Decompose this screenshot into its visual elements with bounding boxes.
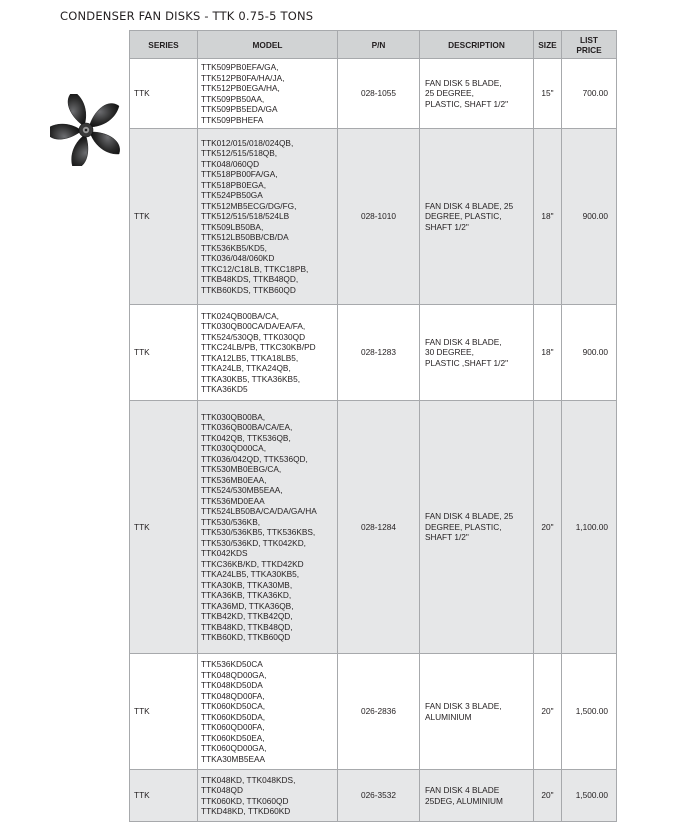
list-price-cell: 700.00	[562, 59, 617, 129]
part-number-cell: 028-1055	[338, 59, 420, 129]
model-line: TTK036/048/060KD	[201, 253, 275, 264]
description-cell	[420, 770, 534, 822]
description-line: 25 DEGREE,	[425, 88, 474, 99]
description-line: FAN DISK 4 BLADE, 25	[425, 200, 514, 211]
model-line: TTK509PBHEFA	[201, 114, 264, 125]
header-list-price-line1: LIST	[580, 34, 598, 45]
model-cell	[198, 59, 338, 129]
model-cell	[198, 129, 338, 305]
header-list-price	[562, 31, 617, 59]
model-line: TTKA36KD5	[201, 384, 248, 394]
model-line: TTK030QB00CA/DA/EA/FA,	[201, 321, 306, 331]
description-line: FAN DISK 3 BLADE,	[425, 701, 502, 711]
size-cell: 18"	[534, 305, 562, 401]
header-list-price-line2: PRICE	[576, 44, 602, 55]
model-line: TTK518PB0EGA,	[201, 179, 267, 190]
model-line: TTK512PB0EGA/HA,	[201, 83, 280, 93]
series-cell: TTK	[130, 654, 198, 770]
model-line: TTKB48KDS, TTKB48QD,	[201, 274, 299, 285]
model-line: TTK512LB50BB/CB/DA	[201, 232, 289, 243]
model-line: TTK512MB5ECG/DG/FG,	[201, 200, 297, 211]
table-row	[130, 305, 617, 401]
model-line: TTKA30KB, TTKA30MB,	[201, 579, 293, 590]
model-line: TTKC36KB/KD, TTKD42KD	[201, 558, 304, 569]
model-line: TTK048QD00GA,	[201, 669, 267, 680]
model-cell	[198, 770, 338, 822]
size-cell: 18"	[534, 129, 562, 305]
model-line: TTK060KD50CA,	[201, 701, 266, 711]
model-line: TTK048QD00FA,	[201, 690, 265, 701]
description-line: PLASTIC ,SHAFT 1/2"	[425, 357, 509, 368]
description-line: SHAFT 1/2"	[425, 221, 469, 232]
model-line: TTK048KD, TTK048KDS,	[201, 774, 296, 785]
description-line: FAN DISK 5 BLADE,	[425, 77, 502, 88]
model-line: TTK524PB50GA	[201, 190, 263, 201]
model-line: TTK536KD50CA	[201, 659, 263, 669]
model-line: TTKB60KD, TTKB60QD	[201, 632, 291, 642]
model-line: TTKC24LB/PB, TTKC30KB/PD	[201, 342, 316, 352]
description-line: 30 DEGREE,	[425, 347, 474, 358]
description-line: PLASTIC, SHAFT 1/2"	[425, 98, 509, 109]
series-cell: TTK	[130, 770, 198, 822]
description-line: 25DEG, ALUMINIUM	[425, 795, 503, 806]
model-line: TTK060QD00FA,	[201, 722, 265, 732]
size-cell: 20"	[534, 770, 562, 822]
model-line: TTKA36KB, TTKA36KD,	[201, 590, 292, 600]
model-line: TTK509PB5EDA/GA	[201, 104, 278, 114]
description-line: DEGREE, PLASTIC,	[425, 211, 502, 222]
series-cell: TTK	[130, 129, 198, 305]
model-cell	[198, 401, 338, 654]
header-model: MODEL	[198, 31, 338, 59]
description-line: FAN DISK 4 BLADE	[425, 785, 500, 795]
model-cell	[198, 305, 338, 401]
series-cell: TTK	[130, 401, 198, 654]
model-line: TTK048QD	[201, 785, 243, 795]
model-line: TTKD48KD, TTKD60KD	[201, 806, 291, 816]
model-line: TTK060KD50DA,	[201, 711, 266, 722]
model-line: TTK512/515/518QB,	[201, 148, 278, 159]
model-line: TTK530/536KD, TTK042KD,	[201, 537, 306, 548]
list-price-cell: 1,500.00	[562, 654, 617, 770]
model-line: TTK509LB50BA,	[201, 221, 264, 232]
model-line: TTK530MB0EBG/CA,	[201, 464, 282, 474]
model-line: TTK060KD, TTK060QD	[201, 795, 289, 806]
model-line: TTK036QB00BA/CA/EA,	[201, 422, 293, 432]
header-size: SIZE	[534, 31, 562, 59]
model-line: TTK060QD00GA,	[201, 743, 267, 753]
part-number-cell: 028-1284	[338, 401, 420, 654]
table-row	[130, 59, 617, 129]
header-pn: P/N	[338, 31, 420, 59]
model-line: TTK042KDS	[201, 548, 248, 558]
description-line: DEGREE, PLASTIC,	[425, 521, 502, 532]
part-number-cell: 026-2836	[338, 654, 420, 770]
size-cell: 20"	[534, 654, 562, 770]
model-line: TTK042QB, TTK536QB,	[201, 432, 291, 443]
model-line: TTK524/530MB5EAA,	[201, 485, 283, 495]
model-line: TTKA24LB, TTKA24QB,	[201, 363, 291, 373]
list-price-cell: 1,500.00	[562, 770, 617, 822]
list-price-cell: 900.00	[562, 305, 617, 401]
model-line: TTK536MB0EAA,	[201, 474, 267, 485]
description-line: SHAFT 1/2"	[425, 532, 469, 543]
model-line: TTK024QB00BA/CA,	[201, 310, 279, 321]
header-series: SERIES	[130, 31, 198, 59]
model-line: TTKA36MD, TTKA36QB,	[201, 600, 294, 611]
description-cell	[420, 401, 534, 654]
part-number-cell: 028-1283	[338, 305, 420, 401]
model-line: TTKC12/C18LB, TTKC18PB,	[201, 263, 309, 274]
model-line: TTK512PB0FA/HA/JA,	[201, 72, 285, 83]
fan-blade-image	[50, 94, 122, 166]
model-line: TTKA12LB5, TTKA18LB5,	[201, 352, 299, 363]
model-line: TTKB42KD, TTKB42QD,	[201, 611, 293, 621]
model-line: TTK518PB00FA/GA,	[201, 169, 278, 180]
model-line: TTK524LB50BA/CA/DA/GA/HA	[201, 506, 317, 516]
table-header-row	[130, 31, 617, 59]
description-cell	[420, 305, 534, 401]
model-line: TTK030QB00BA,	[201, 411, 266, 422]
list-price-cell: 900.00	[562, 129, 617, 305]
page-title: CONDENSER FAN DISKS - TTK 0.75-5 TONS	[60, 9, 314, 23]
table-row	[130, 770, 617, 822]
table-row	[130, 654, 617, 770]
model-line: TTK036/042QD, TTK536QD,	[201, 453, 308, 464]
size-cell: 15"	[534, 59, 562, 129]
model-line: TTK530/536KB5, TTK536KBS,	[201, 527, 316, 537]
part-number-cell: 028-1010	[338, 129, 420, 305]
series-cell: TTK	[130, 305, 198, 401]
model-line: TTKA24LB5, TTKA30KB5,	[201, 569, 300, 579]
model-line: TTKB48KD, TTKB48QD,	[201, 621, 293, 632]
part-number-cell: 026-3532	[338, 770, 420, 822]
description-line: FAN DISK 4 BLADE,	[425, 336, 502, 347]
model-line: TTK030QD00CA,	[201, 443, 267, 453]
model-line: TTK536MD0EAA	[201, 495, 265, 506]
table-row	[130, 401, 617, 654]
model-line: TTK048KD50DA	[201, 680, 263, 690]
model-line: TTKA30MB5EAA	[201, 753, 266, 764]
model-line: TTK012/015/018/024QB,	[201, 137, 294, 148]
model-line: TTK524/530QB, TTK030QD	[201, 331, 306, 342]
model-line: TTKB60KDS, TTKB60QD	[201, 284, 296, 295]
size-cell: 20"	[534, 401, 562, 654]
model-line: TTK512/515/518/524LB	[201, 211, 290, 222]
description-cell	[420, 654, 534, 770]
model-line: TTK509PB0EFA/GA,	[201, 62, 279, 72]
model-line: TTK509PB50AA,	[201, 93, 265, 104]
list-price-cell: 1,100.00	[562, 401, 617, 654]
model-line: TTKA30KB5, TTKA36KB5,	[201, 373, 300, 384]
model-line: TTK048/060QD	[201, 158, 260, 169]
model-line: TTK530/536KB,	[201, 516, 261, 527]
series-cell: TTK	[130, 59, 198, 129]
description-line: ALUMINIUM	[425, 711, 472, 722]
table-row	[130, 129, 617, 305]
model-line: TTK060KD50EA,	[201, 732, 265, 743]
description-cell	[420, 59, 534, 129]
description-line: FAN DISK 4 BLADE, 25	[425, 511, 514, 522]
model-line: TTK536KB5/KD5,	[201, 242, 267, 253]
fan-disk-table	[129, 30, 617, 822]
model-cell	[198, 654, 338, 770]
header-description: DESCRIPTION	[420, 31, 534, 59]
description-cell	[420, 129, 534, 305]
